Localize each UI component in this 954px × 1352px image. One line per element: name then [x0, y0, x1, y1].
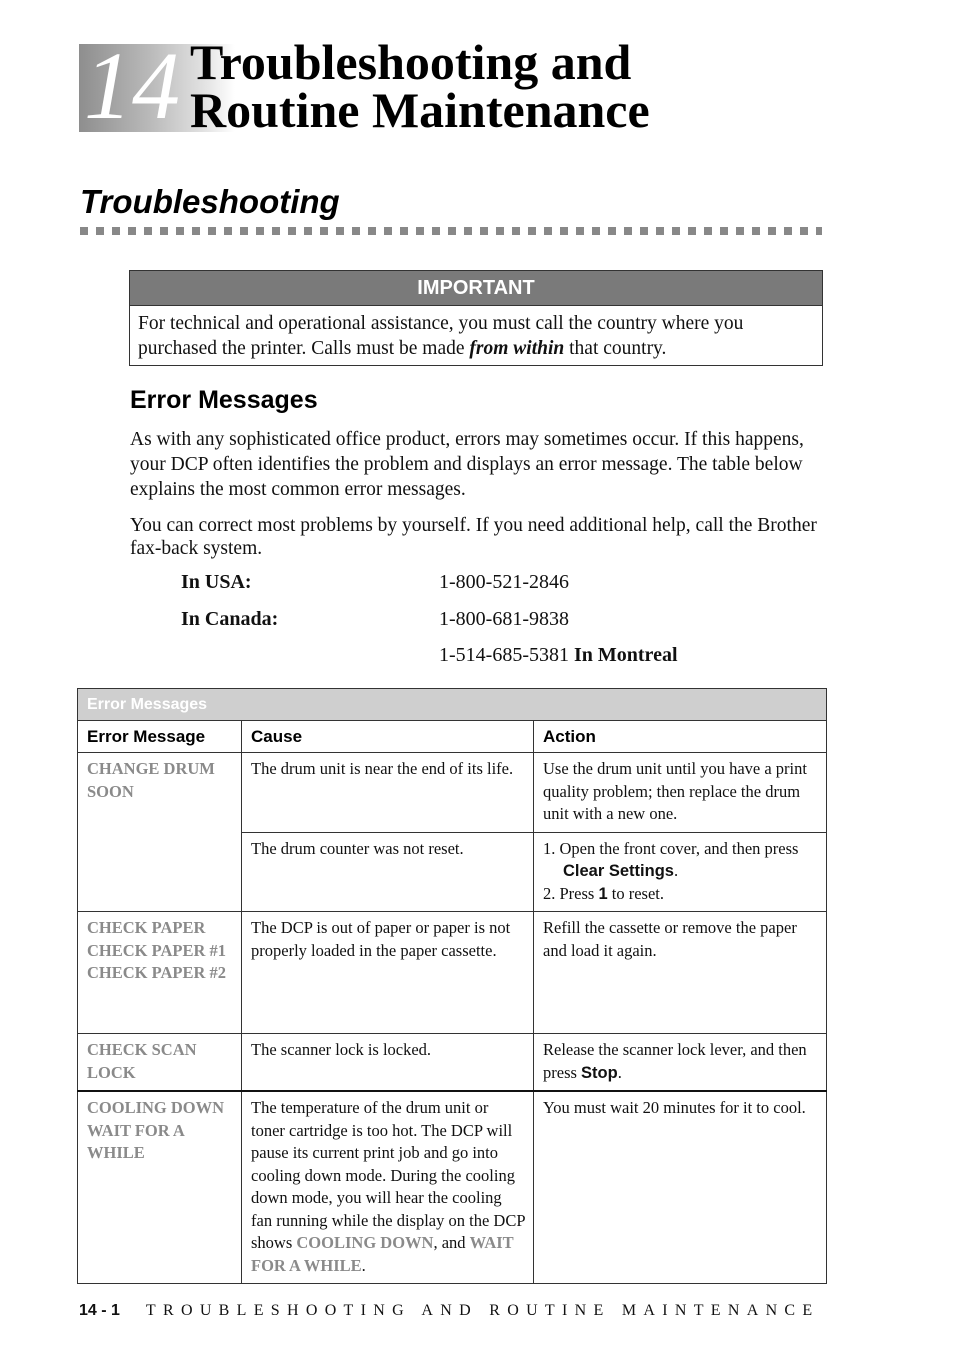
cause-cell: The drum unit is near the end of its life. [242, 753, 534, 833]
error-message-cooling-down [78, 1091, 242, 1284]
action-suffix: . [617, 1062, 622, 1082]
contact-label-usa: In USA: [181, 571, 252, 593]
display-message-wait: WAIT FOR A WHILE [251, 1233, 514, 1275]
error-message-line: CHECK PAPER #1 [87, 940, 227, 960]
page-footer [79, 1298, 819, 1324]
cause-text-end: . [361, 1255, 366, 1275]
action-step [543, 883, 818, 906]
intro-paragraph: As with any sophisticated office product, errors may sometimes occur. If this happens, your DCP often identifies the problem and displays an error message. The table below explains the most common error messages. [130, 429, 804, 500]
page-number: 14 - 1 [79, 1302, 120, 1319]
error-message-line: CHECK SCAN LOCK [87, 1040, 197, 1082]
error-message-change-drum [78, 753, 242, 912]
error-message-line: CHECK PAPER [87, 918, 206, 937]
chapter-title [190, 34, 650, 138]
cause-cell: The scanner lock is locked. [242, 1034, 534, 1092]
section-title: Troubleshooting [80, 183, 340, 220]
montreal-number: 1-514-685-5381 [439, 644, 574, 666]
montreal-label: In Montreal [573, 644, 678, 666]
cause-cell: The DCP is out of paper or paper is not properly loaded in the paper cassette. [242, 912, 534, 1034]
table-caption: Error Messages [78, 689, 827, 721]
chapter-number: 14 [84, 32, 180, 139]
step-text: 2. Press [543, 883, 599, 903]
cause-cell: The drum counter was not reset. [242, 832, 534, 912]
chapter-title-line-2: Routine Maintenance [190, 82, 650, 138]
running-head: TROUBLESHOOTING AND ROUTINE MAINTENANCE [145, 1302, 820, 1319]
table-row [78, 912, 827, 1034]
action-cell [534, 832, 827, 912]
error-message-line: CHECK PAPER #2 [87, 963, 227, 982]
column-header-action: Action [534, 721, 827, 753]
cause-text: The temperature of the drum unit or toner cartridge is too hot. The DCP will pause its current print job and go into cooling down mode. During the cooling down mode, you will hear the cooling fan running while the display on the DCP shows [251, 1098, 525, 1252]
action-step [543, 838, 818, 883]
display-message-cooling-down: COOLING DOWN [296, 1233, 434, 1252]
important-emphasis: from within [469, 338, 565, 359]
error-messages-table [77, 688, 827, 1284]
key-1: 1 [598, 884, 608, 903]
step-suffix: . [673, 861, 679, 880]
important-text-after: that country. [564, 338, 667, 359]
table-row [78, 1091, 827, 1284]
column-header-cause: Cause [242, 721, 534, 753]
dotted-rule-divider [80, 227, 822, 235]
column-header-error-message: Error Message [78, 721, 242, 753]
action-cell [534, 1034, 827, 1092]
cause-cell [242, 1091, 534, 1284]
important-text [130, 306, 822, 361]
contact-label-canada: In Canada: [181, 608, 279, 630]
table-caption-row [78, 689, 827, 721]
contact-number-montreal [439, 642, 678, 668]
cause-text-mid: , and [433, 1233, 470, 1252]
help-paragraph: You can correct most problems by yourself. If you need additional help, call the Brother fax-back system. [130, 515, 817, 559]
table-row [78, 753, 827, 833]
error-message-line: WAIT FOR A WHILE [87, 1120, 184, 1162]
action-steps [543, 838, 818, 906]
error-message-check-paper [78, 912, 242, 1034]
contact-number-canada: 1-800-681-9838 [439, 608, 569, 630]
action-cell: Refill the cassette or remove the paper and load it again. [534, 912, 827, 1034]
error-message-line: CHANGE DRUM SOON [87, 759, 215, 801]
step-text: 1. Open the front cover, and then press [543, 838, 799, 858]
error-messages-heading: Error Messages [130, 386, 318, 414]
contact-number-usa: 1-800-521-2846 [439, 571, 569, 593]
error-message-check-scan-lock [78, 1034, 242, 1092]
table-header-row [78, 721, 827, 753]
step-suffix: to reset. [607, 883, 665, 903]
table-row [78, 1034, 827, 1092]
error-message-line: COOLING DOWN [87, 1098, 225, 1117]
action-text: Release the scanner lock lever, and then press [543, 1040, 807, 1082]
chapter-title-line-1: Troubleshooting and [190, 34, 632, 90]
important-heading: IMPORTANT [130, 271, 822, 306]
action-cell: Use the drum unit until you have a print quality problem; then replace the drum unit with a new one. [534, 753, 827, 833]
key-stop: Stop [581, 1063, 618, 1082]
key-clear-settings: Clear Settings [563, 862, 674, 880]
important-text-before: For technical and operational assistance, you must call the country where you purchased the printer. Calls must be made [138, 313, 744, 359]
important-notice [129, 270, 823, 366]
action-cell: You must wait 20 minutes for it to cool. [534, 1091, 827, 1284]
